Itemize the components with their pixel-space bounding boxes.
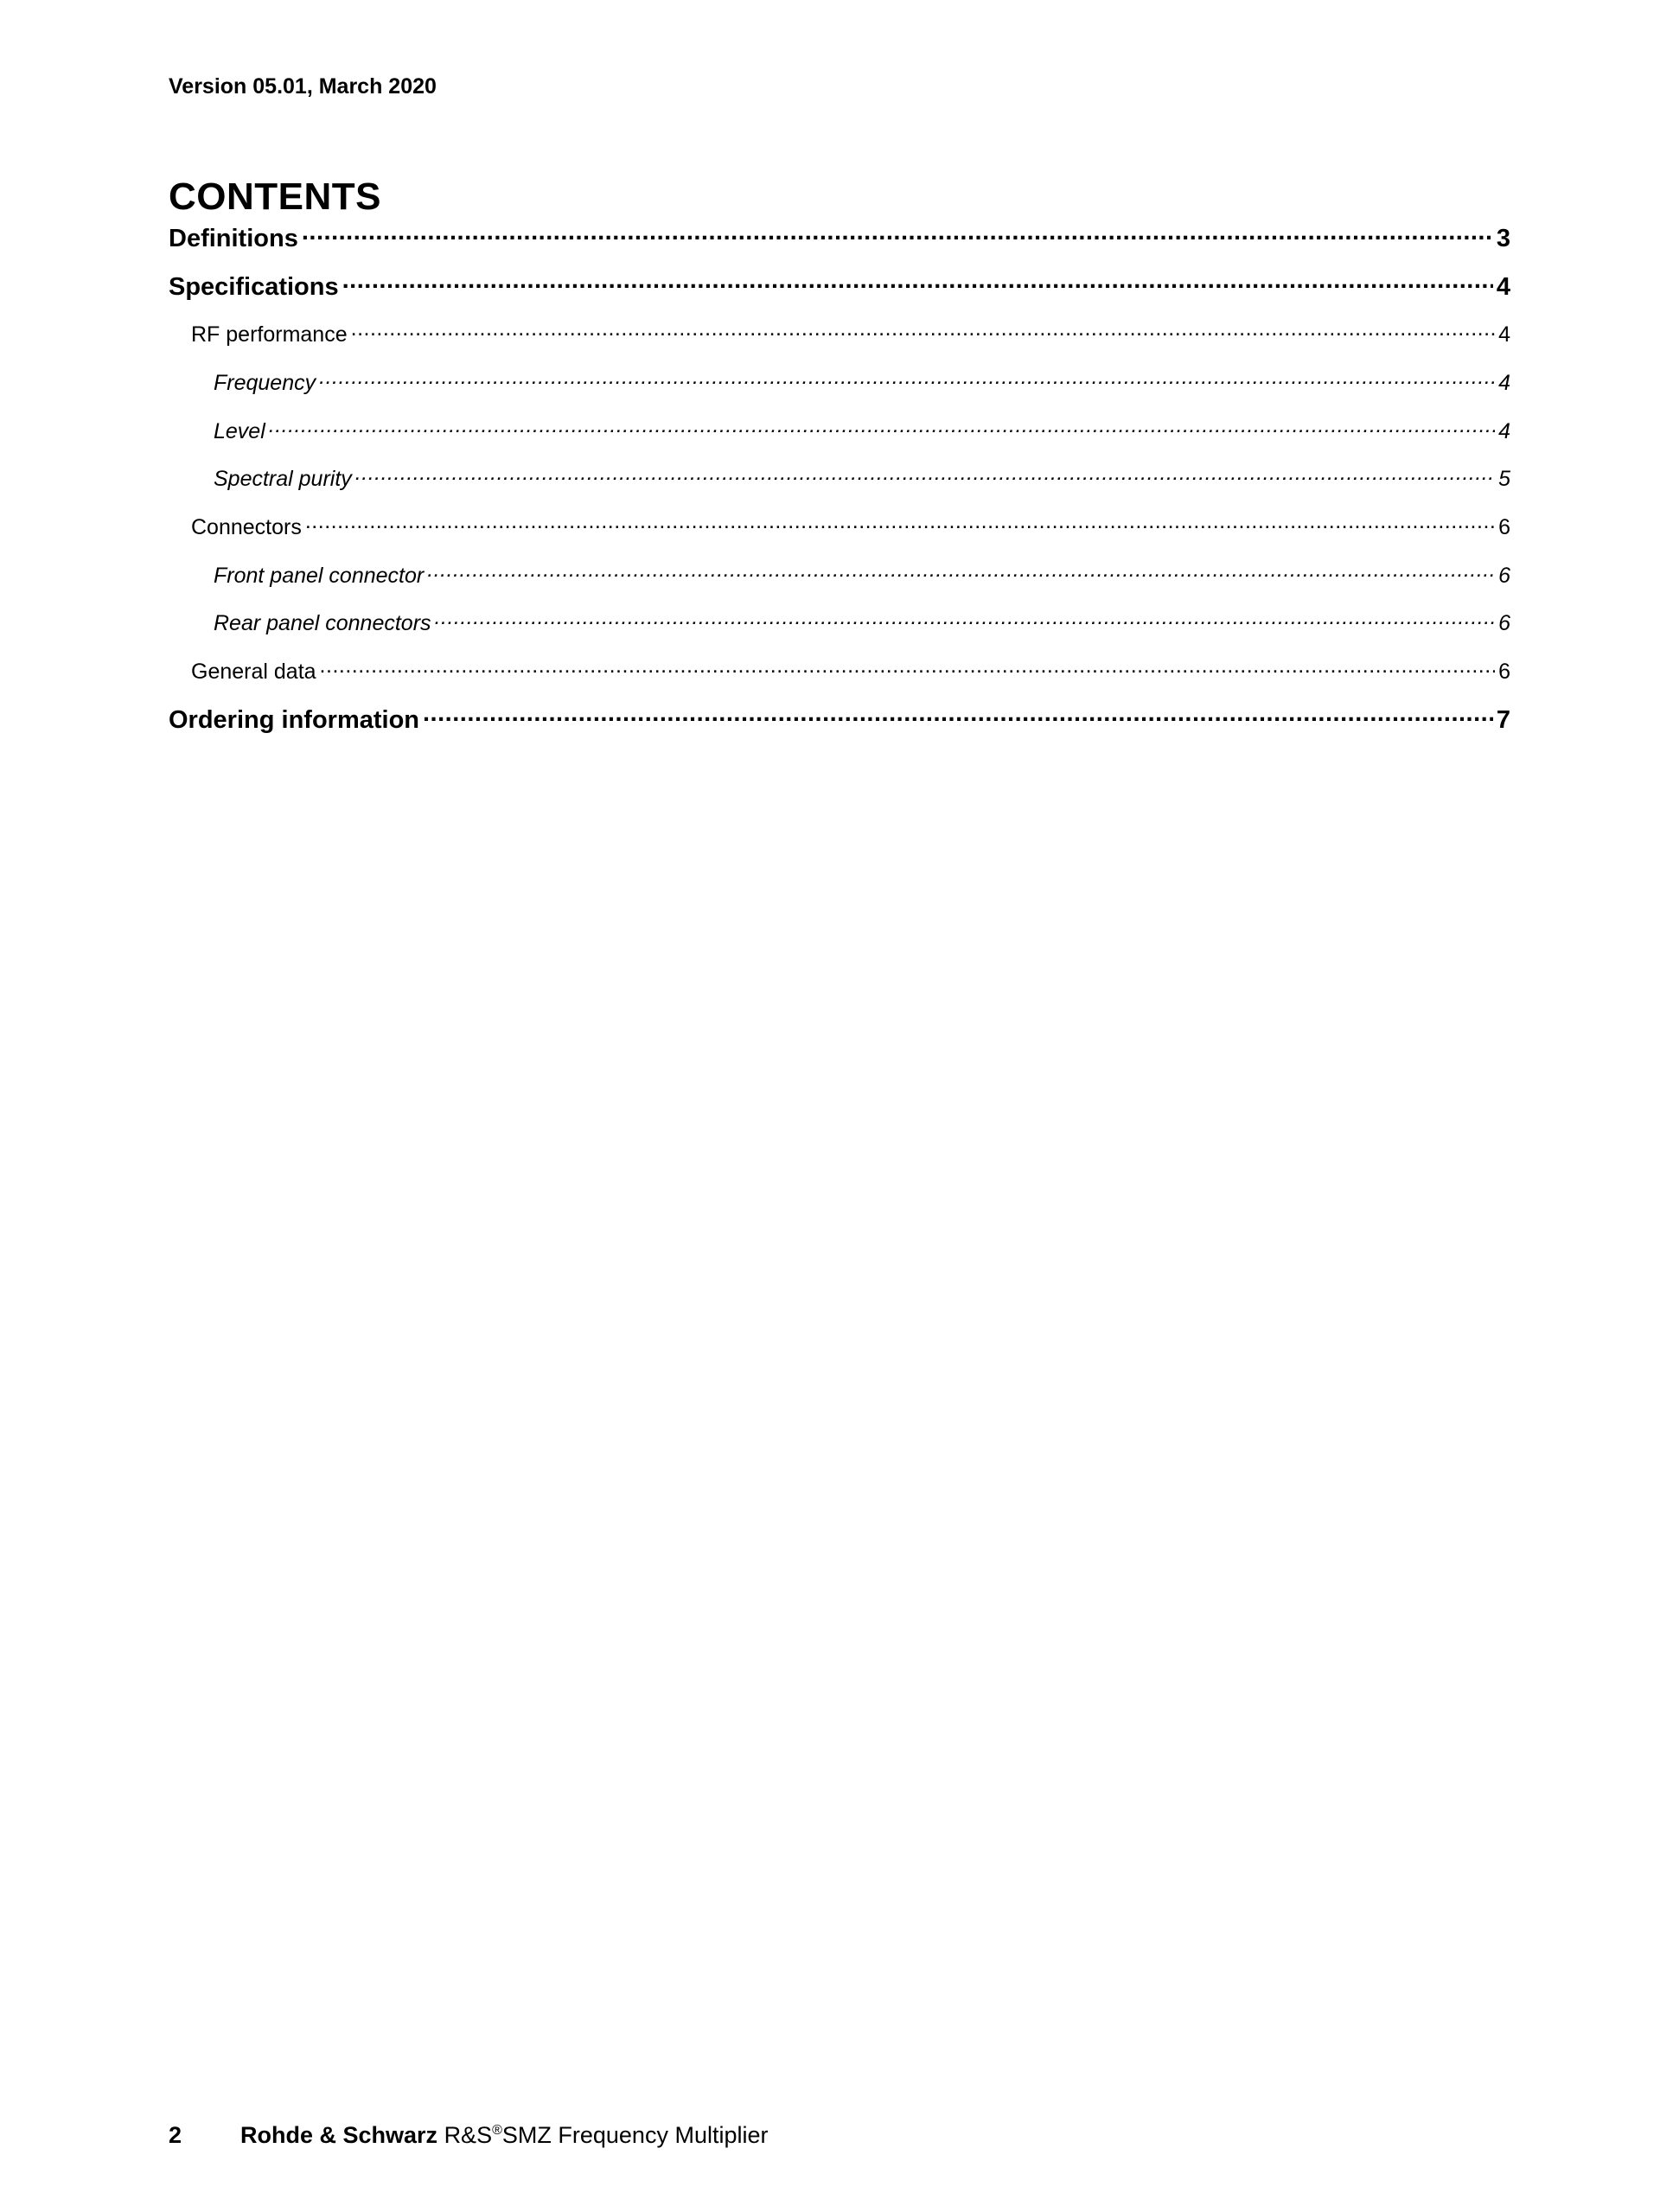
toc-entry-page: 4 <box>1498 322 1510 347</box>
footer-product-prefix: R&S <box>444 2122 493 2148</box>
toc-entry-page: 7 <box>1496 706 1510 734</box>
toc-entry-connectors[interactable] <box>191 513 1510 540</box>
toc-leader-dots <box>319 368 1495 390</box>
toc-entry-page: 3 <box>1496 225 1510 252</box>
footer-company: Rohde & Schwarz <box>240 2122 438 2148</box>
toc-leader-dots <box>302 221 1493 246</box>
toc-entry-page: 4 <box>1496 273 1510 301</box>
toc-entry-page: 4 <box>1498 419 1510 443</box>
toc-entry-label: Ordering information <box>169 706 419 734</box>
toc-entry-frequency[interactable] <box>214 368 1510 396</box>
toc-entry-general-data[interactable] <box>191 657 1510 685</box>
toc-leader-dots <box>423 703 1493 728</box>
toc-entry-label: Frequency <box>214 371 316 395</box>
toc-entry-label: Level <box>214 419 265 443</box>
toc-entry-label: Definitions <box>169 225 298 252</box>
toc-entry-label: General data <box>191 660 316 684</box>
toc-leader-dots <box>320 657 1496 679</box>
toc-entry-label: Connectors <box>191 515 302 539</box>
toc-entry-label: Rear panel connectors <box>214 611 431 635</box>
toc-leader-dots <box>342 270 1493 295</box>
toc-entry-definitions[interactable] <box>169 221 1510 253</box>
toc-entry-level[interactable] <box>214 417 1510 444</box>
toc-leader-dots <box>435 609 1496 630</box>
toc-entry-rear-panel-connectors[interactable] <box>214 609 1510 636</box>
toc-entry-label: Specifications <box>169 273 339 301</box>
toc-entry-label: RF performance <box>191 322 348 347</box>
toc-entry-specifications[interactable] <box>169 270 1510 302</box>
registered-mark: ® <box>492 2123 502 2138</box>
toc-leader-dots <box>305 513 1495 534</box>
toc-leader-dots <box>427 561 1495 583</box>
toc-entry-spectral-purity[interactable] <box>214 464 1510 492</box>
version-line: Version 05.01, March 2020 <box>169 74 437 99</box>
toc-entry-page: 6 <box>1498 660 1510 684</box>
toc-entry-front-panel-connector[interactable] <box>214 561 1510 589</box>
toc-entry-page: 6 <box>1498 515 1510 539</box>
toc-entry-rf-performance[interactable] <box>191 320 1510 347</box>
footer-product-name: SMZ Frequency Multiplier <box>501 2122 769 2148</box>
toc-entry-ordering-information[interactable] <box>169 703 1510 735</box>
toc-entry-page: 4 <box>1498 371 1510 395</box>
toc-entry-label: Spectral purity <box>214 467 352 491</box>
toc-entry-page: 5 <box>1498 467 1510 491</box>
toc-leader-dots <box>269 417 1495 438</box>
toc-entry-page: 6 <box>1498 611 1510 635</box>
toc-entry-label: Front panel connector <box>214 564 425 588</box>
contents-title: CONTENTS <box>169 175 381 218</box>
toc-leader-dots <box>351 320 1495 341</box>
footer-page-number: 2 <box>169 2122 182 2148</box>
page-footer <box>169 2122 768 2149</box>
toc-entry-page: 6 <box>1498 564 1510 588</box>
toc-leader-dots <box>355 464 1495 486</box>
